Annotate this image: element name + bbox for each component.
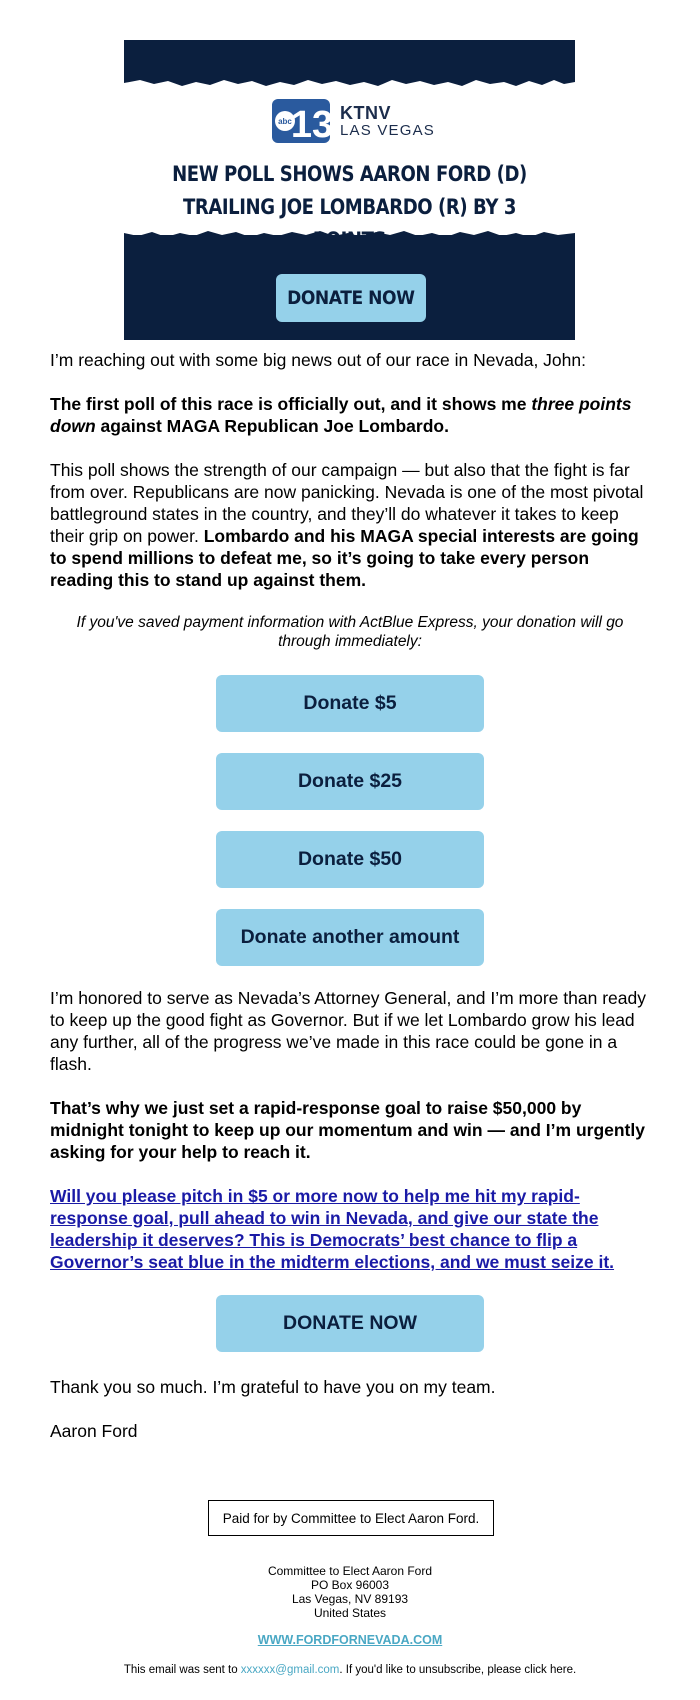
emphasis-text: three points down xyxy=(50,394,632,436)
paid-for-disclaimer: Paid for by Committee to Elect Aaron Ford. xyxy=(208,1500,494,1536)
logo-station-name: KTNV xyxy=(340,103,391,123)
banner-donate-label: DONATE NOW xyxy=(287,287,415,309)
headline-line-1: NEW POLL SHOWS AARON FORD (D) xyxy=(172,162,527,186)
unsubscribe-text[interactable]: . If you'd like to unsubscribe, please click here. xyxy=(339,1664,577,1676)
email-body xyxy=(50,349,650,1464)
ktnv-logo xyxy=(272,96,435,146)
donate-50-button[interactable]: Donate $50 xyxy=(216,831,484,888)
donate-other-amount-button[interactable]: Donate another amount xyxy=(216,909,484,966)
logo-city: LAS VEGAS xyxy=(340,122,436,139)
pitch-in-paragraph xyxy=(50,1185,650,1273)
mailing-address: Committee to Elect Aaron Ford PO Box 96003 Las Vegas, NV 89193 United States xyxy=(267,1564,433,1620)
campaign-paragraph: This poll shows the strength of our campaign — but also that the fight is far from over. Republicans are now panicking. Nevada is one of the most pivotal battleground states in the country, and they’ll do whatever it takes to keep their grip on power. Lombardo and his MAGA special interests are going to spend millions to defeat me, so it’s going to take every person reading this to stand up against them. xyxy=(50,460,644,590)
website-link-wrap xyxy=(0,1633,700,1647)
headline-line-2: TRAILING JOE LOMBARDO (R) BY 3 xyxy=(182,195,517,219)
unsubscribe-line: This email was sent to xxxxxx@gmail.com. If you'd like to unsubscribe, please click here. xyxy=(123,1664,577,1676)
intro-paragraph: I’m reaching out with some big news out of our race in Nevada, John: xyxy=(50,350,586,370)
donate-5-button[interactable]: Donate $5 xyxy=(216,675,484,732)
donate-now-button[interactable]: DONATE NOW xyxy=(216,1295,484,1352)
goal-paragraph: That’s why we just set a rapid-response goal to raise $50,000 by midnight tonight to keep up our momentum and win — and I’m urgently asking for your help to reach it. xyxy=(50,1098,645,1162)
logo-number: 13 xyxy=(290,104,332,145)
attorney-general-paragraph: I’m honored to serve as Nevada’s Attorney General, and I’m more than ready to keep up the good fight as Governor. But if we let Lombardo grow his lead any further, all of the progress we’ve made in this race could be gone in a flash. xyxy=(50,988,646,1074)
signature: Aaron Ford xyxy=(50,1421,138,1441)
header-banner xyxy=(124,40,575,340)
recipient-email[interactable]: xxxxxx@gmail.com xyxy=(240,1664,340,1676)
banner-donate-button[interactable] xyxy=(276,274,426,322)
thanks-paragraph: Thank you so much. I’m grateful to have you on my team. xyxy=(50,1377,496,1397)
donate-25-button[interactable]: Donate $25 xyxy=(216,753,484,810)
pitch-in-link[interactable]: Will you please pitch in $5 or more now to help me hit my rapid-response goal, pull ahead to win in Nevada, and give our state the leadership it deserves? This is Democrats’ best chance to flip a Governor’s seat blue in the midterm elections, and we must seize it. xyxy=(50,1186,615,1272)
website-link[interactable]: WWW.FORDFORNEVADA.COM xyxy=(257,1633,443,1647)
top-torn-edge xyxy=(124,74,575,90)
channel-13-icon xyxy=(272,97,332,145)
abc-mark: abc xyxy=(278,117,292,126)
actblue-note: If you've saved payment information with ActBlue Express, your donation will go through immediately: xyxy=(76,614,624,650)
poll-paragraph: The first poll of this race is officially out, and it shows me three points down against MAGA Republican Joe Lombardo. xyxy=(50,394,632,436)
